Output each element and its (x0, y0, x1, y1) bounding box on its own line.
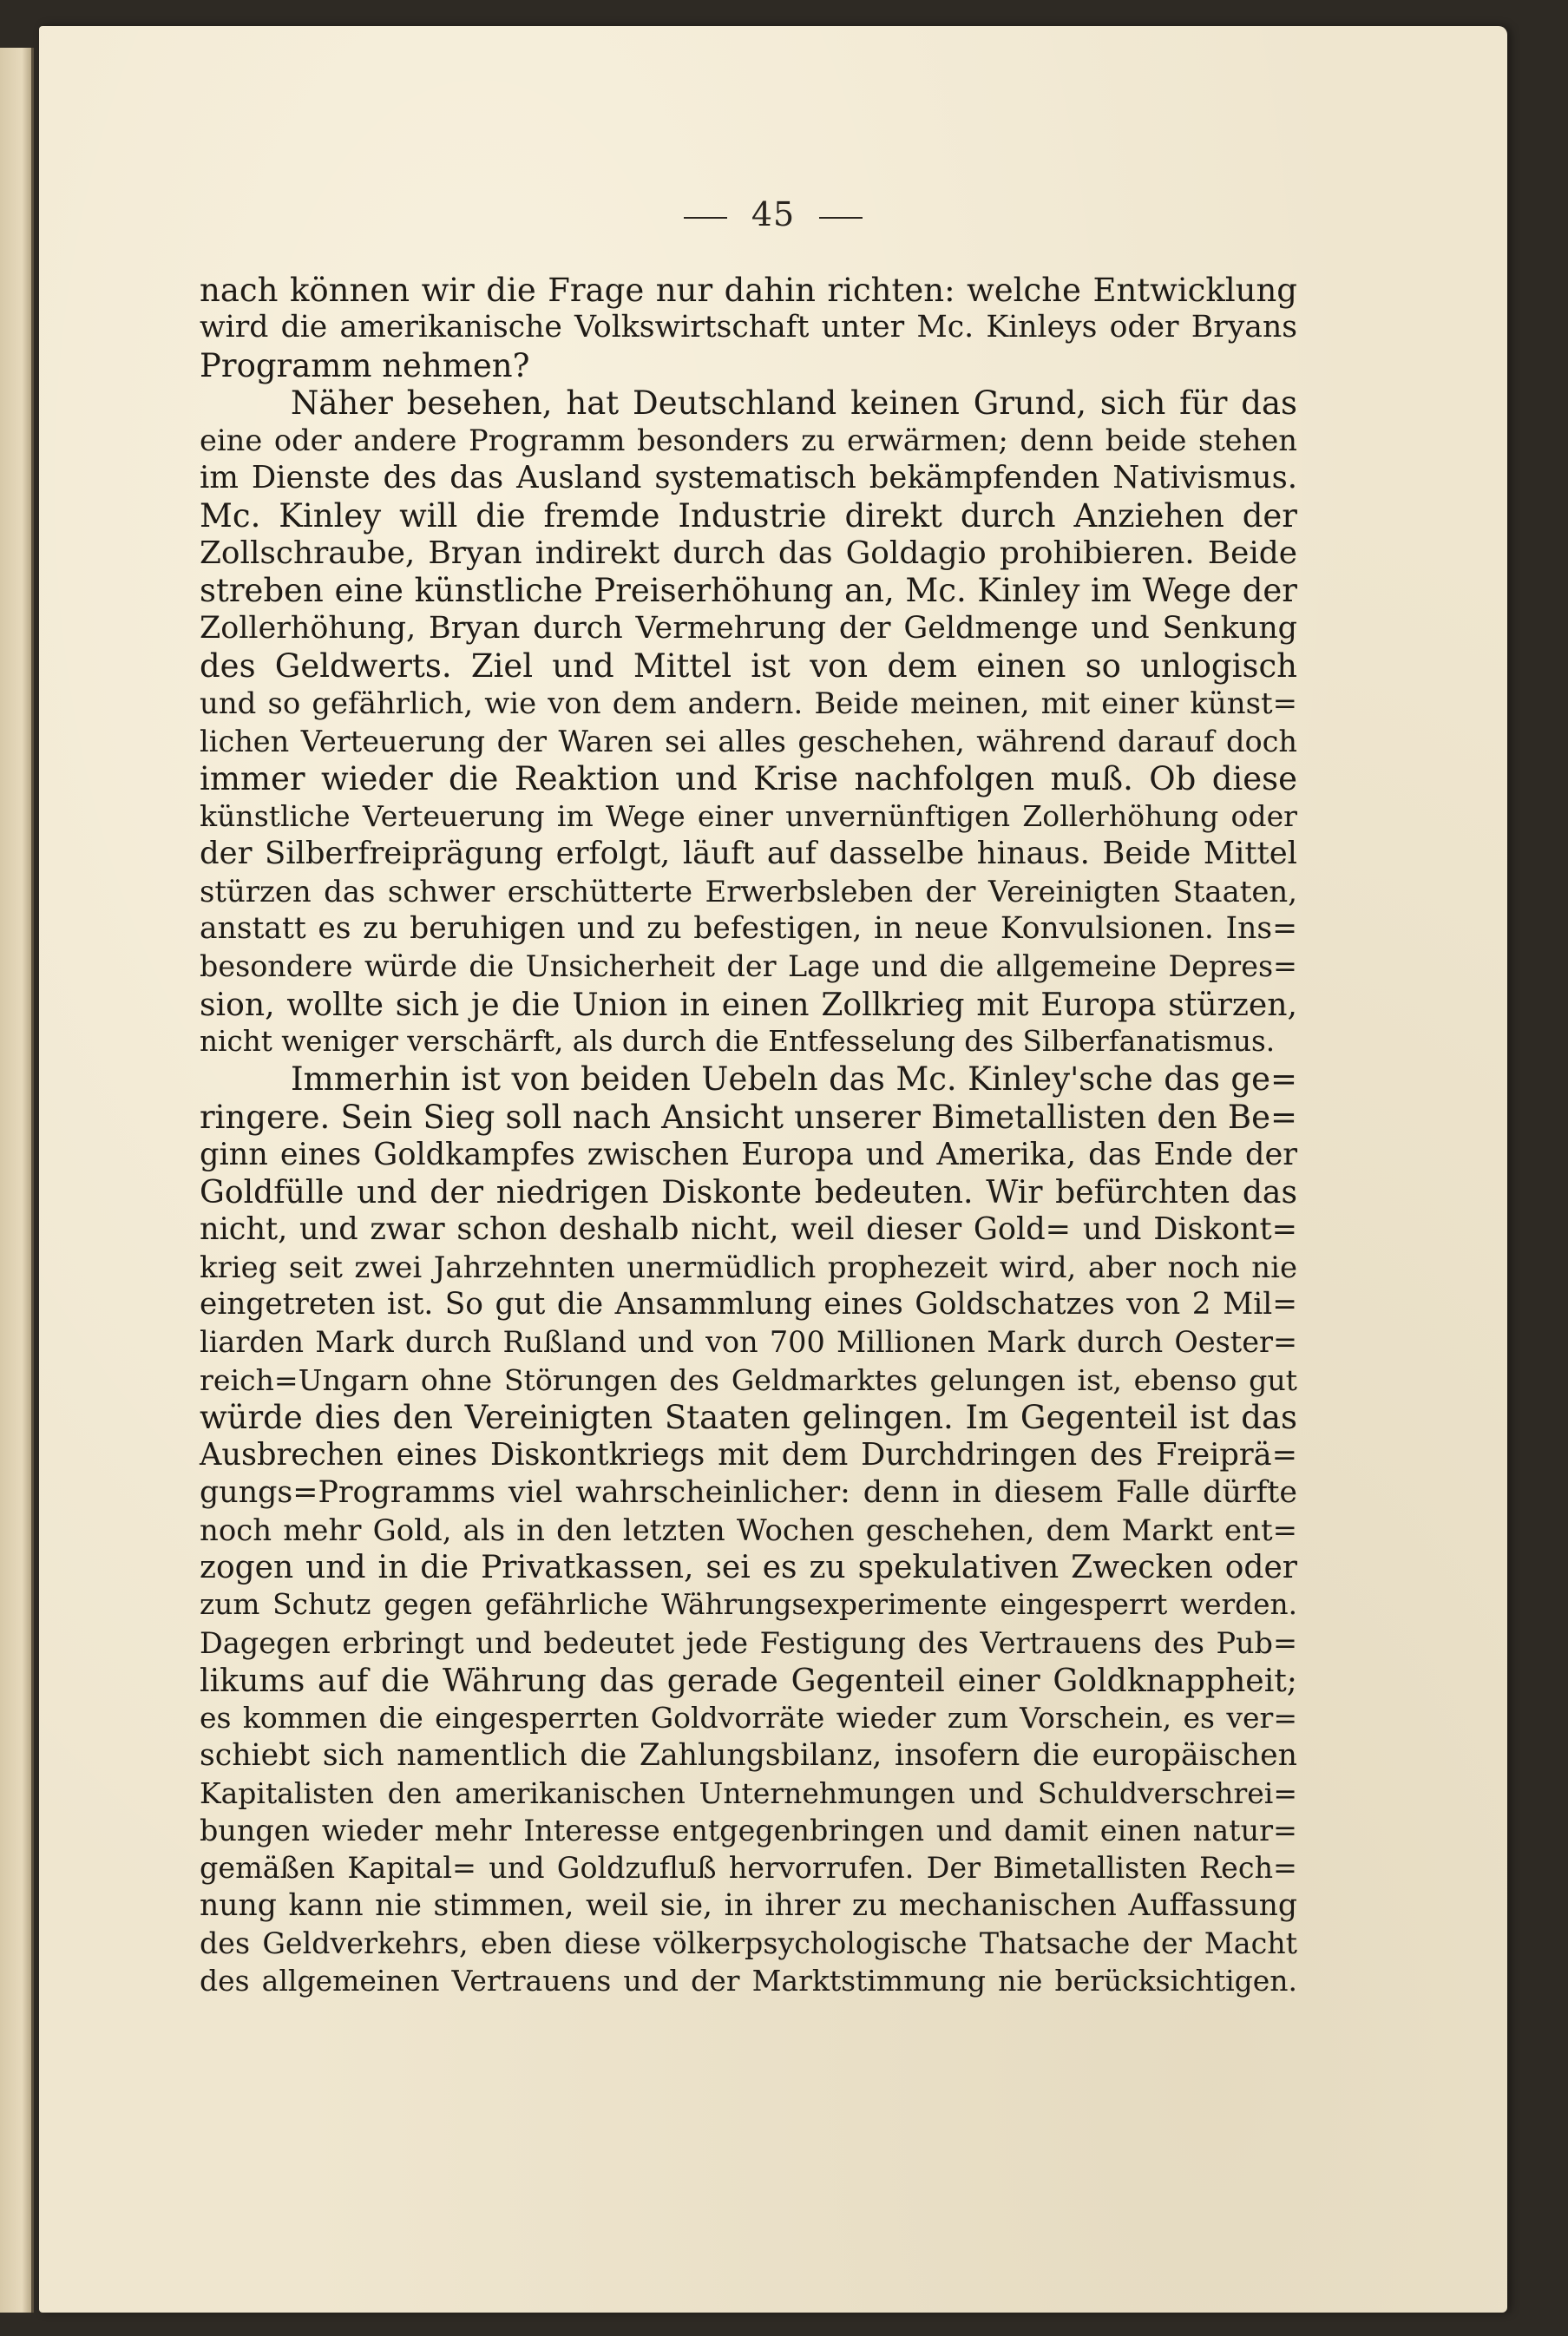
text-line: Mc. Kinley will die fremde Industrie direkt durch Anziehen der (200, 496, 1297, 535)
text-line: nicht, und zwar schon deshalb nicht, weil dieser Gold= und Diskont= (200, 1211, 1297, 1248)
page-number-dash-right (819, 217, 863, 219)
text-line: liarden Mark durch Rußland und von 700 Millionen Mark durch Oester= (200, 1325, 1297, 1360)
text-line: Programm nehmen? (200, 346, 530, 384)
text-line: nach können wir die Frage nur dahin richten: welche Entwicklung (200, 272, 1297, 309)
text-line: zogen und in die Privatkassen, sei es zu spekulativen Zwecken oder (200, 1550, 1297, 1586)
text-line: schiebt sich namentlich die Zahlungsbilanz, insofern die europäischen (200, 1737, 1297, 1773)
book-page (39, 26, 1507, 2313)
text-line: eine oder andere Programm besonders zu erwärmen; denn beide stehen (200, 423, 1297, 458)
text-line: reich=Ungarn ohne Störungen des Geldmarktes gelungen ist, ebenso gut (200, 1362, 1297, 1397)
text-line: Goldfülle und der niedrigen Diskonte bedeuten. Wir befürchten das (200, 1173, 1297, 1211)
page-number-value: 45 (751, 195, 796, 233)
text-line: ginn eines Goldkampfes zwischen Europa und Amerika, das Ende der (200, 1136, 1297, 1172)
text-line: sion, wollte sich je die Union in einen Zollkrieg mit Europa stürzen, (200, 985, 1297, 1023)
text-line: besondere würde die Unsicherheit der Lage und die allgemeine Depres= (200, 949, 1297, 984)
text-line: des Geldverkehrs, eben diese völkerpsychologische Thatsache der Macht (200, 1926, 1297, 1961)
text-line: Zollerhöhung, Bryan durch Vermehrung der Geldmenge und Senkung (200, 610, 1297, 646)
page-number (39, 195, 1507, 233)
text-line: immer wieder die Reaktion und Krise nachfolgen muß. Ob diese (200, 759, 1297, 797)
text-line: nicht weniger verschärft, als durch die Entfesselung des Silberfanatismus. (200, 1024, 1276, 1058)
text-line: anstatt es zu beruhigen und zu befestigen, in neue Konvulsionen. Ins= (200, 911, 1297, 947)
text-line: Immerhin ist von beiden Uebeln das Mc. Kinley'sche das ge= (291, 1060, 1297, 1099)
text-line: und so gefährlich, wie von dem andern. Beide meinen, mit einer künst= (200, 686, 1297, 721)
left-page-edge (0, 48, 34, 2313)
text-line: wird die amerikanische Volkswirtschaft unter Mc. Kinleys oder Bryans (200, 310, 1297, 345)
text-line: gungs=Programms viel wahrscheinlicher: denn in diesem Falle dürfte (200, 1474, 1297, 1510)
text-line: des Geldwerts. Ziel und Mittel ist von dem einen so unlogisch (200, 646, 1297, 685)
text-line: gemäßen Kapital= und Goldzufluß hervorrufen. Der Bimetallisten Rech= (200, 1851, 1297, 1886)
text-line: Zollschraube, Bryan indirekt durch das Goldagio prohibieren. Beide (200, 535, 1297, 572)
text-line: Kapitalisten den amerikanischen Unternehmungen und Schuldverschrei= (200, 1775, 1297, 1810)
text-line: ringere. Sein Sieg soll nach Ansicht unserer Bimetallisten den Be= (200, 1098, 1297, 1136)
text-line: Näher besehen, hat Deutschland keinen Grund, sich für das (291, 384, 1297, 422)
text-line: eingetreten ist. So gut die Ansammlung eines Goldschatzes von 2 Mil= (200, 1287, 1297, 1322)
text-line: des allgemeinen Vertrauens und der Marktstimmung nie berücksichtigen. (200, 1964, 1297, 1998)
text-line: streben eine künstliche Preiserhöhung an, Mc. Kinley im Wege der (200, 572, 1297, 610)
text-line: künstliche Verteuerung im Wege einer unvernünftigen Zollerhöhung oder (200, 799, 1297, 834)
text-line: bungen wieder mehr Interesse entgegenbringen und damit einen natur= (200, 1814, 1297, 1848)
page-number-dash-left (684, 217, 727, 219)
text-line: würde dies den Vereinigten Staaten gelingen. Im Gegenteil ist das (200, 1398, 1297, 1436)
text-line: likums auf die Währung das gerade Gegenteil einer Goldknappheit; (200, 1661, 1297, 1699)
text-line: im Dienste des das Ausland systematisch bekämpfenden Nativismus. (200, 460, 1297, 496)
text-line: noch mehr Gold, als in den letzten Wochen geschehen, dem Markt ent= (200, 1512, 1297, 1547)
body-text (200, 272, 1297, 2000)
text-line: der Silberfreiprägung erfolgt, läuft auf dasselbe hinaus. Beide Mittel (200, 836, 1297, 872)
text-line: Dagegen erbringt und bedeutet jede Festigung des Vertrauens des Pub= (200, 1625, 1297, 1660)
text-line: stürzen das schwer erschütterte Erwerbsleben der Vereinigten Staaten, (200, 874, 1297, 909)
text-line: nung kann nie stimmen, weil sie, in ihrer zu mechanischen Auffassung (200, 1887, 1297, 1923)
text-line: krieg seit zwei Jahrzehnten unermüdlich prophezeit wird, aber noch nie (200, 1250, 1297, 1284)
text-line: Ausbrechen eines Diskontkriegs mit dem Durchdringen des Freiprä= (200, 1437, 1297, 1473)
text-line: zum Schutz gegen gefährliche Währungsexperimente eingesperrt werden. (200, 1588, 1297, 1622)
text-line: es kommen die eingesperrten Goldvorräte wieder zum Vorschein, es ver= (200, 1701, 1297, 1736)
text-line: lichen Verteuerung der Waren sei alles geschehen, während darauf doch (200, 724, 1297, 758)
